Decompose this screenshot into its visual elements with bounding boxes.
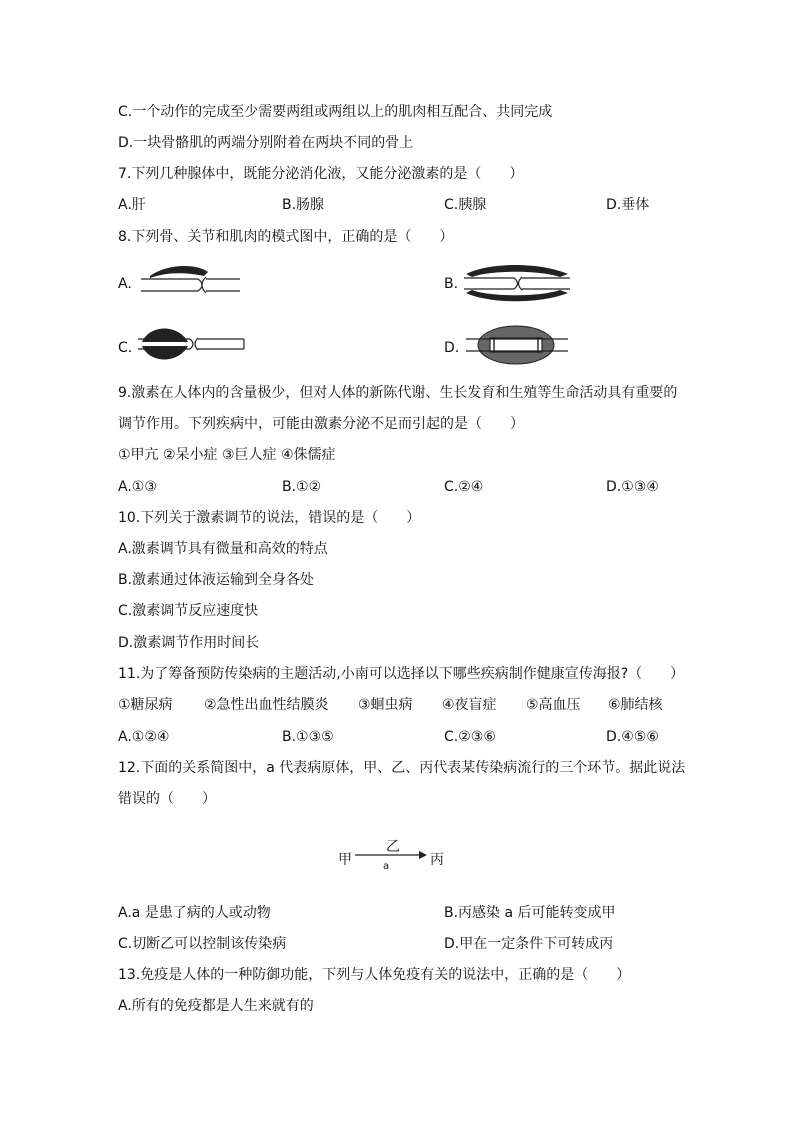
q13-option-a: A.所有的免疫都是人生来就有的 bbox=[118, 998, 314, 1014]
q11-option-a: A.①②④ bbox=[118, 729, 170, 745]
q10-option-b: B.激素通过体液运输到全身各处 bbox=[118, 572, 315, 588]
q11-option-b: B.①③⑤ bbox=[282, 729, 334, 745]
q12-relation-diagram bbox=[338, 832, 450, 876]
arrow-right-icon bbox=[355, 850, 427, 860]
q11-item-2: ②急性出血性结膜炎 bbox=[204, 697, 329, 713]
q8-label-a: A. bbox=[118, 276, 132, 292]
q8-figure-c bbox=[134, 322, 248, 366]
q11-option-d: D.④⑤⑥ bbox=[606, 729, 659, 745]
q9-option-d: D.①③④ bbox=[606, 479, 659, 495]
q7-option-c: C.胰腺 bbox=[444, 197, 487, 213]
q11-item-1: ①糖尿病 bbox=[118, 697, 173, 713]
q7-option-d: D.垂体 bbox=[606, 197, 650, 213]
q8-label-b: B. bbox=[444, 276, 459, 292]
diagram-label-yi: 乙 bbox=[386, 839, 400, 855]
q6-option-c: C.一个动作的完成至少需要两组或两组以上的肌肉相互配合、共同完成 bbox=[118, 104, 553, 120]
q10-option-d: D.激素调节作用时间长 bbox=[118, 635, 260, 651]
q10-option-c: C.激素调节反应速度快 bbox=[118, 603, 259, 619]
q10-option-a: A.激素调节具有微量和高效的特点 bbox=[118, 541, 328, 557]
q11-option-c: C.②③⑥ bbox=[444, 729, 496, 745]
q8-stem: 8.下列骨、关节和肌肉的模式图中，正确的是（ ） bbox=[118, 229, 454, 245]
q12-option-b: B.丙感染 a 后可能转变成甲 bbox=[444, 905, 616, 921]
q11-item-4: ④夜盲症 bbox=[442, 697, 497, 713]
q7-stem: 7.下列几种腺体中，既能分泌消化液，又能分泌激素的是（ ） bbox=[118, 166, 524, 182]
q9-stem-line2: 调节作用。下列疾病中，可能由激素分泌不足而引起的是（ ） bbox=[118, 416, 524, 432]
q12-option-c: C.切断乙可以控制该传染病 bbox=[118, 936, 287, 952]
q9-stem-line1: 9.激素在人体内的含量极少，但对人体的新陈代谢、生长发育和生殖等生命活动具有重要的 bbox=[118, 385, 678, 401]
q9-option-a: A.①③ bbox=[118, 479, 157, 495]
q11-stem: 11.为了筹备预防传染病的主题活动,小南可以选择以下哪些疾病制作健康宣传海报?（ ） bbox=[118, 666, 685, 682]
q7-option-a: A.肝 bbox=[118, 197, 146, 213]
q9-items: ①甲亢 ②呆小症 ③巨人症 ④侏儒症 bbox=[118, 447, 336, 463]
diagram-node-bing: 丙 bbox=[430, 852, 444, 868]
q8-label-c: C. bbox=[118, 340, 133, 356]
q13-stem: 13.免疫是人体的一种防御功能，下列与人体免疫有关的说法中，正确的是（ ） bbox=[118, 967, 631, 983]
q6-option-d: D.一块骨骼肌的两端分别附着在两块不同的骨上 bbox=[118, 135, 414, 151]
diagram-node-jia: 甲 bbox=[338, 852, 352, 868]
q9-option-b: B.①② bbox=[282, 479, 322, 495]
diagram-label-a: a bbox=[383, 861, 390, 872]
q8-figure-a bbox=[136, 258, 246, 302]
q8-figure-d bbox=[462, 322, 572, 368]
q12-stem-line2: 错误的（ ） bbox=[118, 791, 216, 807]
q12-option-a: A.a 是患了病的人或动物 bbox=[118, 905, 271, 921]
q7-option-b: B.肠腺 bbox=[282, 197, 325, 213]
q12-option-d: D.甲在一定条件下可转成丙 bbox=[444, 936, 614, 952]
q11-item-6: ⑥肺结核 bbox=[608, 697, 663, 713]
q10-stem: 10.下列关于激素调节的说法，错误的是（ ） bbox=[118, 510, 421, 526]
q11-item-3: ③蛔虫病 bbox=[358, 697, 413, 713]
q8-figure-b bbox=[460, 262, 574, 304]
q11-item-5: ⑤高血压 bbox=[526, 697, 581, 713]
q9-option-c: C.②④ bbox=[444, 479, 484, 495]
q12-stem-line1: 12.下面的关系简图中，a 代表病原体，甲、乙、丙代表某传染病流行的三个环节。据此说法 bbox=[118, 760, 686, 776]
q8-label-d: D. bbox=[444, 340, 460, 356]
